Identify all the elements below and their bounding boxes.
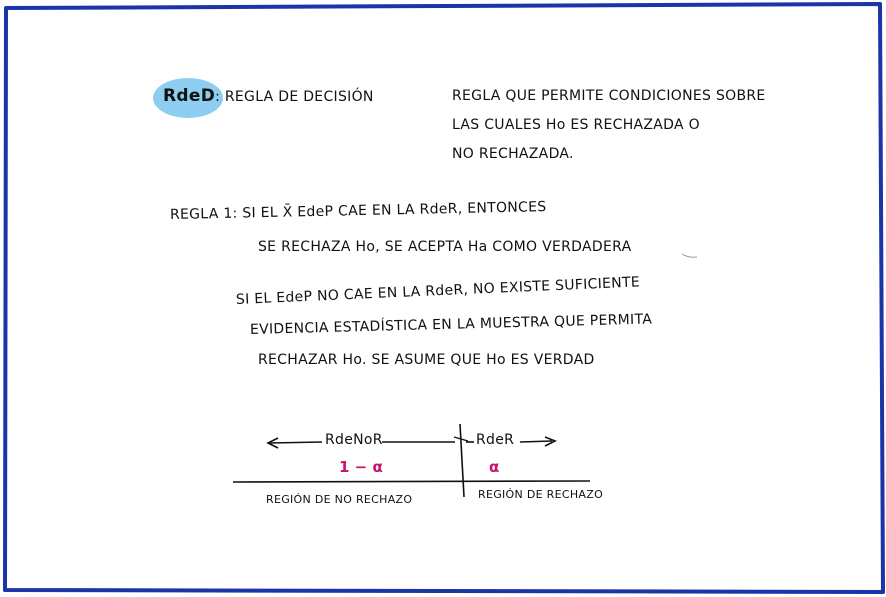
header-abbr: RdeD [163, 86, 216, 106]
definition-line-2: LAS CUALES Ho ES RECHAZADA O [452, 117, 700, 133]
header-term [163, 86, 374, 106]
rule2-line-2: EVIDENCIA ESTADÍSTICA EN LA MUESTRA QUE PERMITA [249, 311, 653, 338]
rule2-line-3: RECHAZAR Ho. SE ASUME QUE Ho ES VERDAD [258, 352, 595, 368]
left-probability: 1 − α [339, 458, 383, 476]
right-region-abbr: RdeR [476, 432, 515, 448]
definition-line-1: REGLA QUE PERMITE CONDICIONES SOBRE [452, 88, 766, 104]
left-region-abbr: RdeNoR [325, 432, 383, 448]
rule1-line-1: REGLA 1: SI EL X̄ EdeP CAE EN LA RdeR, ENTONCES [169, 199, 547, 223]
right-probability: α [489, 458, 500, 476]
rule1-line-2: SE RECHAZA Ho, SE ACEPTA Ha COMO VERDADERA [258, 239, 632, 255]
definition-line-3: NO RECHAZADA. [452, 146, 574, 162]
left-region-label: REGIÓN DE NO RECHAZO [266, 493, 413, 506]
rule2-line-1: SI EL EdeP NO CAE EN LA RdeR, NO EXISTE SUFICIENTE [235, 274, 641, 308]
header-term-text: : REGLA DE DECISIÓN [215, 89, 374, 105]
right-region-label: REGIÓN DE RECHAZO [478, 488, 604, 501]
